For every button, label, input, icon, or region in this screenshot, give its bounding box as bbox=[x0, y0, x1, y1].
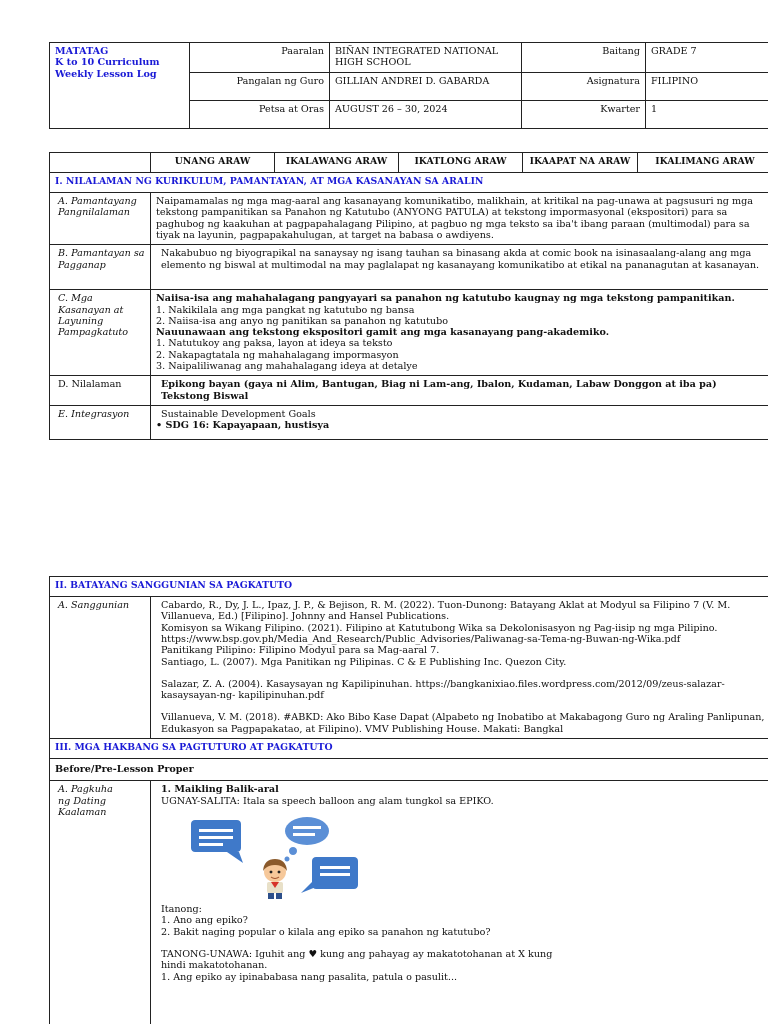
question-item: 2. Bakit naging popular o kilala ang epiko sa panahon ng katutubo? bbox=[161, 926, 491, 938]
reference-line: Panitikang Pilipino: Filipino Modyul para sa Mag-aaral 7. bbox=[161, 645, 440, 657]
paaralan-value: BIÑAN INTEGRATED NATIONAL HIGH SCHOOL bbox=[330, 43, 522, 73]
row-label: E. Integrasyon bbox=[50, 406, 151, 440]
day-header-row bbox=[50, 153, 768, 173]
row-label: C. Mga Kasanayan at Layuning Pampagkatuto bbox=[50, 290, 151, 376]
pamantayang-pangnilalaman-text: Naipamamalas ng mga mag-aaral ang kasanayang komunikatibo, malikhain, at kritikal na pag-unawa at pagsusuri ng mga tekstong pampanitikan sa Panahon ng Katutubo (ANYONG PATULA) at tekstong impormasyonal (ekspositori) para sa paghubog ng kaakuhan at pagpapahalagang Pilipino, at pagbuo ng mga teksto sa iba't ibang paraan (multimodal) para sa tiyak na layunin, pagpapakahulugan, at target na babasa o awdiyens. bbox=[151, 192, 768, 244]
speech-balloon-illustration bbox=[187, 815, 362, 900]
reference-line: https://www.bsp.gov.ph/Media_And_Research/Public_Advisories/Paliwanag-sa-Tema-ng-Buwan-ng-Wika.pdf bbox=[161, 633, 681, 645]
reference-line: Villanueva, V. M. (2018). #ABKD: Ako Bibo Kase Dapat (Alpabeto ng Inobatibo at Makabagong Guro ng Araling Panlipunan, bbox=[161, 712, 765, 724]
baitang-label: Baitang bbox=[522, 43, 646, 73]
kwarter-value: 1 bbox=[646, 100, 768, 128]
question-item: 1. Ano ang epiko? bbox=[161, 915, 248, 927]
guro-value: GILLIAN ANDREI D. GABARDA bbox=[330, 72, 522, 100]
day-header: IKAAPAT NA ARAW bbox=[523, 153, 638, 173]
day-header: IKALAWANG ARAW bbox=[275, 153, 399, 173]
petsa-label: Petsa at Oras bbox=[190, 100, 330, 128]
nilalaman-cell: Epikong bayan (gaya ni Alim, Bantugan, Biag ni Lam-ang, Ibalon, Kudaman, Labaw Donggon at iba pa) Tekstong Biswal bbox=[151, 376, 768, 406]
reference-line: kasaysayan-ng- kapilipinuhan.pdf bbox=[161, 690, 324, 702]
guro-label: Pangalan ng Guro bbox=[190, 72, 330, 100]
reference-line: Komisyon sa Wikang Filipino. (2021). Filipino at Katutubong Wika sa Dekolonisasyon ng Pag-iisip ng mga Pilipino. bbox=[161, 622, 718, 634]
speech-balloon-icon bbox=[187, 815, 362, 900]
baitang-value: GRADE 7 bbox=[646, 43, 768, 73]
day-header: IKALIMANG ARAW bbox=[638, 153, 768, 173]
row-label: A. Pagkuha ng Dating Kaalaman bbox=[50, 781, 151, 1024]
references-cell bbox=[151, 596, 768, 738]
asignatura-label: Asignatura bbox=[522, 72, 646, 100]
subsection-title: Before/Pre-Lesson Proper bbox=[50, 759, 768, 781]
day-header: UNANG ARAW bbox=[151, 153, 275, 173]
day-header: IKATLONG ARAW bbox=[399, 153, 523, 173]
paaralan-label: Paaralan bbox=[190, 43, 330, 73]
curriculum-title: MATATAG K to 10 Curriculum Weekly Lesson Log bbox=[50, 43, 190, 129]
pamantayan-pagganap-text: Nakabubuo ng biyograpikal na sanaysay ng isang tauhan sa binasang akda at comic book na isinasaalang-alang ang mga elemento ng biswal at multimodal na may paglalapat ng kasanayang komunikatibo at etikal na pananagutan at kasanayan. bbox=[151, 245, 768, 290]
header-table bbox=[49, 42, 768, 129]
row-label: A. Sanggunian bbox=[50, 596, 151, 738]
kwarter-label: Kwarter bbox=[522, 100, 646, 128]
section-title: II. BATAYANG SANGGUNIAN SA PAGKATUTO bbox=[50, 577, 768, 597]
reference-line: Salazar, Z. A. (2004). Kasaysayan ng Kapilipinuhan. https://bangkanixiao.files.wordpress.com/2012/09/zeus-salazar- bbox=[161, 678, 725, 690]
section-one-table bbox=[49, 152, 768, 440]
reference-line: Cabardo, R., Dy, J. L., Ipaz, J. P., & Bejison, R. M. (2022). Tuon-Dunong: Batayang Aklat at Modyul sa Filipino 7 (V. M. bbox=[161, 599, 731, 611]
reference-line: Santiago, L. (2007). Mga Panitikan ng Pilipinas. C & E Publishing Inc. Quezon City. bbox=[161, 656, 567, 668]
row-label: A. Pamantayang Pangnilalaman bbox=[50, 192, 151, 244]
section-title: III. MGA HAKBANG SA PAGTUTURO AT PAGKATUTO bbox=[50, 739, 768, 759]
reference-line: Edukasyon sa Pagpapakatao, at Filipino). VMV Publishing House. Makati: Bangkal bbox=[161, 723, 564, 735]
integrasyon-cell: Sustainable Development Goals • SDG 16: Kapayapaan, hustisya bbox=[151, 406, 768, 440]
section-title: I. NILALAMAN NG KURIKULUM, PAMANTAYAN, AT MGA KASANAYAN SA ARALIN bbox=[50, 172, 768, 192]
asignatura-value: FILIPINO bbox=[646, 72, 768, 100]
pagkuha-cell: 1. Maikling Balik-aral UGNAY-SALITA: Itala sa speech balloon ang alam tungkol sa EPIKO. Itanong: 1. Ano ang epiko? 2. Bakit naging popular o kilala ang epiko sa panahon ng katutubo? TANONG-UNAWA: Iguhit ang ♥ kung ang pahayag ay makatotohanan at X kung hindi makatotohanan. 1. Ang epiko ay ipinababasa nang pasalita, patula o pasulit... bbox=[151, 781, 768, 1024]
petsa-value: AUGUST 26 – 30, 2024 bbox=[330, 100, 522, 128]
row-label: D. Nilalaman bbox=[50, 376, 151, 406]
row-label: B. Pamantayan sa Pagganap bbox=[50, 245, 151, 290]
kasanayan-cell: Naiisa-isa ang mahahalagang pangyayari sa panahon ng katutubo kaugnay ng mga tekstong pampanitikan. 1. Nakikilala ang mga pangkat ng katutubo ng bansa 2. Naiisa-isa ang anyo ng panitikan sa panahon ng katutubo Nauunawaan ang tekstong ekspositori gamit ang mga kasanayang pang-akademiko. 1. Natutukoy ang paksa, layon at ideya sa teksto 2. Nakapagtatala ng mahahalagang impormasyon 3. Naipaliliwanag ang mahahalagang ideya at detalye bbox=[151, 290, 768, 376]
section-two-three-table bbox=[49, 576, 768, 1024]
reference-line: Villanueva, Ed.) [Filipino]. Johnny and Hansel Publications. bbox=[161, 611, 450, 623]
